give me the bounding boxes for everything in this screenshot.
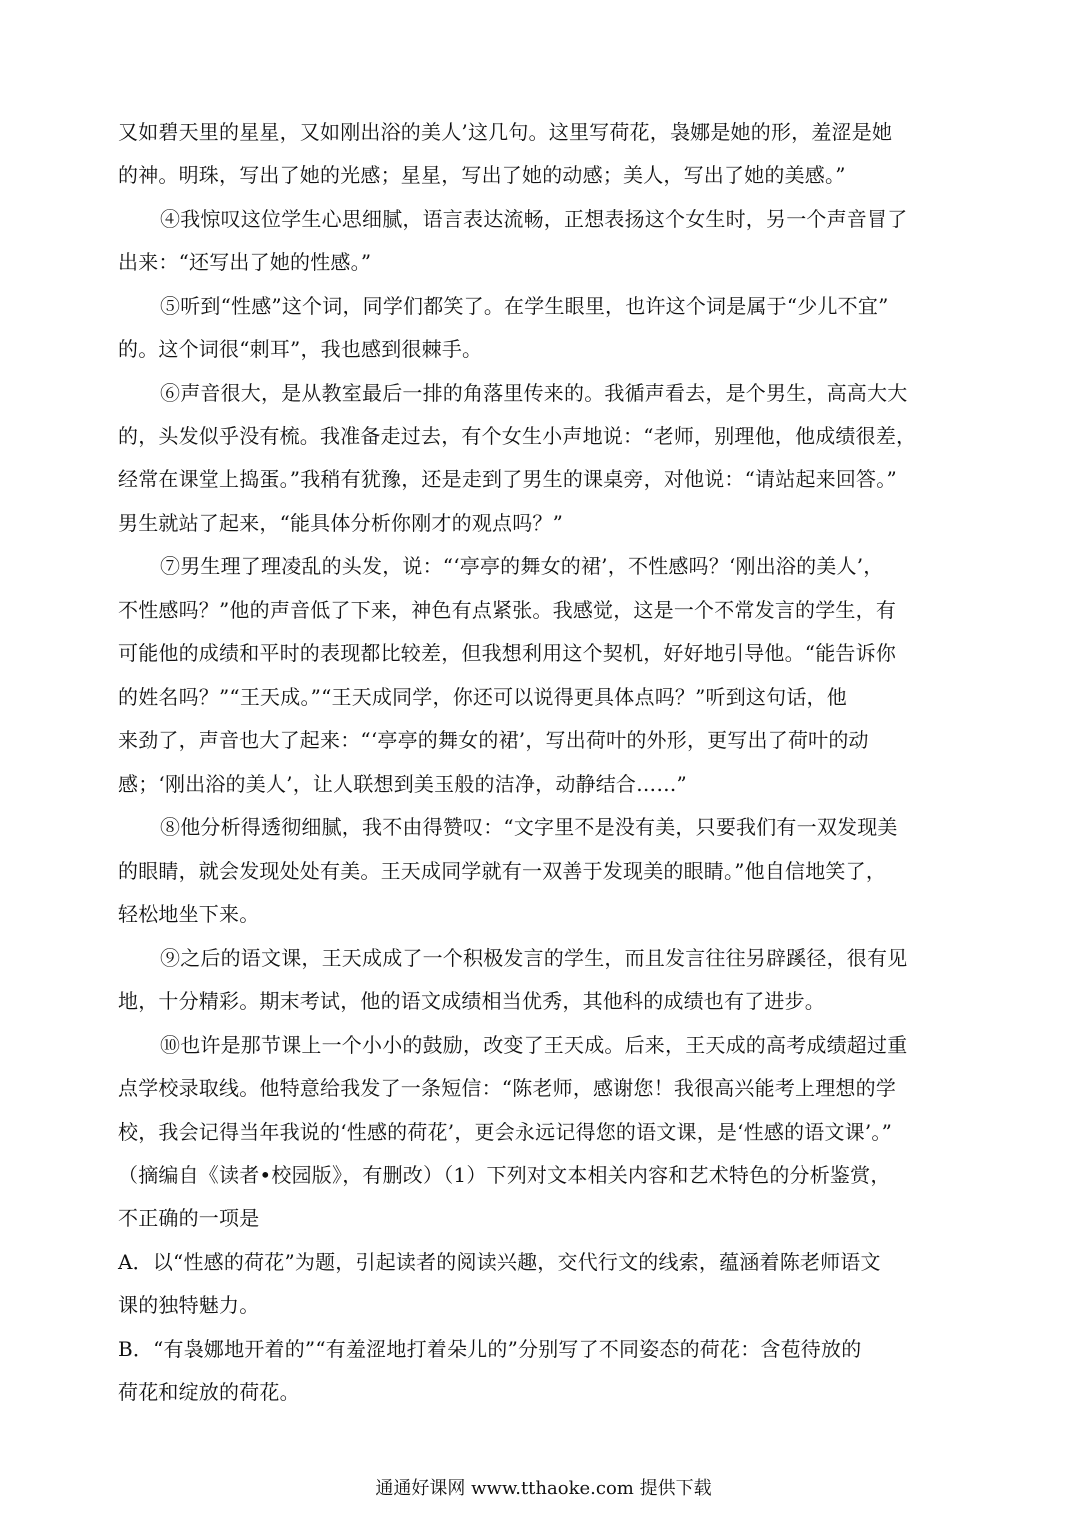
text-line: 的姓名吗？”“王天成。”“王天成同学，你还可以说得更具体点吗？”听到这句话，他 <box>118 685 847 709</box>
text-line: 的眼睛，就会发现处处有美。王天成同学就有一双善于发现美的眼睛。”他自信地笑了， <box>118 859 887 883</box>
text-line: 出来：“还写出了她的性感。” <box>118 250 372 274</box>
text-line: ⑦男生理了理凌乱的头发，说：“‘亭亭的舞女的裙’，不性感吗？‘刚出浴的美人’， <box>160 554 884 578</box>
text-line: 不正确的一项是 <box>118 1206 260 1230</box>
text-line: 的，头发似乎没有梳。我准备走过去，有个女生小声地说：“老师，别理他，他成绩很差， <box>118 424 917 448</box>
text-line: 来劲了，声音也大了起来：“‘亭亭的舞女的裙’，写出荷叶的外形，更写出了荷叶的动 <box>118 728 869 752</box>
page-footer: 通通好课网 www.tthaoke.com 提供下载 <box>375 1478 712 1499</box>
text-line: ⑥声音很大，是从教室最后一排的角落里传来的。我循声看去，是个男生，高高大大 <box>160 381 908 405</box>
text-line: 可能他的成绩和平时的表现都比较差，但我想利用这个契机，好好地引导他。“能告诉你 <box>118 641 897 665</box>
text-line: 地，十分精彩。期末考试，他的语文成绩相当优秀，其他科的成绩也有了进步。 <box>118 989 825 1013</box>
text-line: 点学校录取线。他特意给我发了一条短信：“陈老师，感谢您！我很高兴能考上理想的学 <box>118 1076 897 1100</box>
text-line: B．“有袅娜地开着的”“有羞涩地打着朵儿的”分别写了不同姿态的荷花：含苞待放的 <box>118 1337 862 1361</box>
text-line: 轻松地坐下来。 <box>118 902 260 926</box>
text-line: 课的独特魅力。 <box>118 1293 260 1317</box>
text-line: 校，我会记得当年我说的‘性感的荷花’，更会永远记得您的语文课，是‘性感的语文课’。” <box>118 1120 893 1144</box>
text-line: （摘编自《读者•校园版》，有删改）（1）下列对文本相关内容和艺术特色的分析鉴赏， <box>118 1163 891 1187</box>
text-line: 不性感吗？”他的声音低了下来，神色有点紧张。我感觉，这是一个不常发言的学生，有 <box>118 598 897 622</box>
text-line: ⑩也许是那节课上一个小小的鼓励，改变了王天成。后来，王天成的高考成绩超过重 <box>160 1033 908 1057</box>
text-line: 男生就站了起来，“能具体分析你刚才的观点吗？” <box>118 511 564 535</box>
text-line: 荷花和绽放的荷花。 <box>118 1380 300 1404</box>
text-line: ⑤听到“性感”这个词，同学们都笑了。在学生眼里，也许这个词是属于“少儿不宜” <box>160 294 889 318</box>
text-line: ⑨之后的语文课，王天成成了一个积极发言的学生，而且发言往往另辟蹊径，很有见 <box>160 946 908 970</box>
text-line: ④我惊叹这位学生心思细腻，语言表达流畅，正想表扬这个女生时，另一个声音冒了 <box>160 207 908 231</box>
text-line: 又如碧天里的星星，又如刚出浴的美人’这几句。这里写荷花，袅娜是她的形，羞涩是她 <box>118 120 893 144</box>
text-line: 感；‘刚出浴的美人’，让人联想到美玉般的洁净，动静结合……” <box>118 772 687 796</box>
text-line: 经常在课堂上捣蛋。”我稍有犹豫，还是走到了男生的课桌旁，对他说：“请站起来回答。” <box>118 467 897 491</box>
text-line: 的。这个词很“刺耳”，我也感到很棘手。 <box>118 337 483 361</box>
text-line: ⑧他分析得透彻细腻，我不由得赞叹：“文字里不是没有美，只要我们有一双发现美 <box>160 815 898 839</box>
text-line: 的神。明珠，写出了她的光感；星星，写出了她的动感；美人，写出了她的美感。” <box>118 163 846 187</box>
text-line: A．以“性感的荷花”为题，引起读者的阅读兴趣，交代行文的线索，蕴涵着陈老师语文 <box>118 1250 881 1274</box>
